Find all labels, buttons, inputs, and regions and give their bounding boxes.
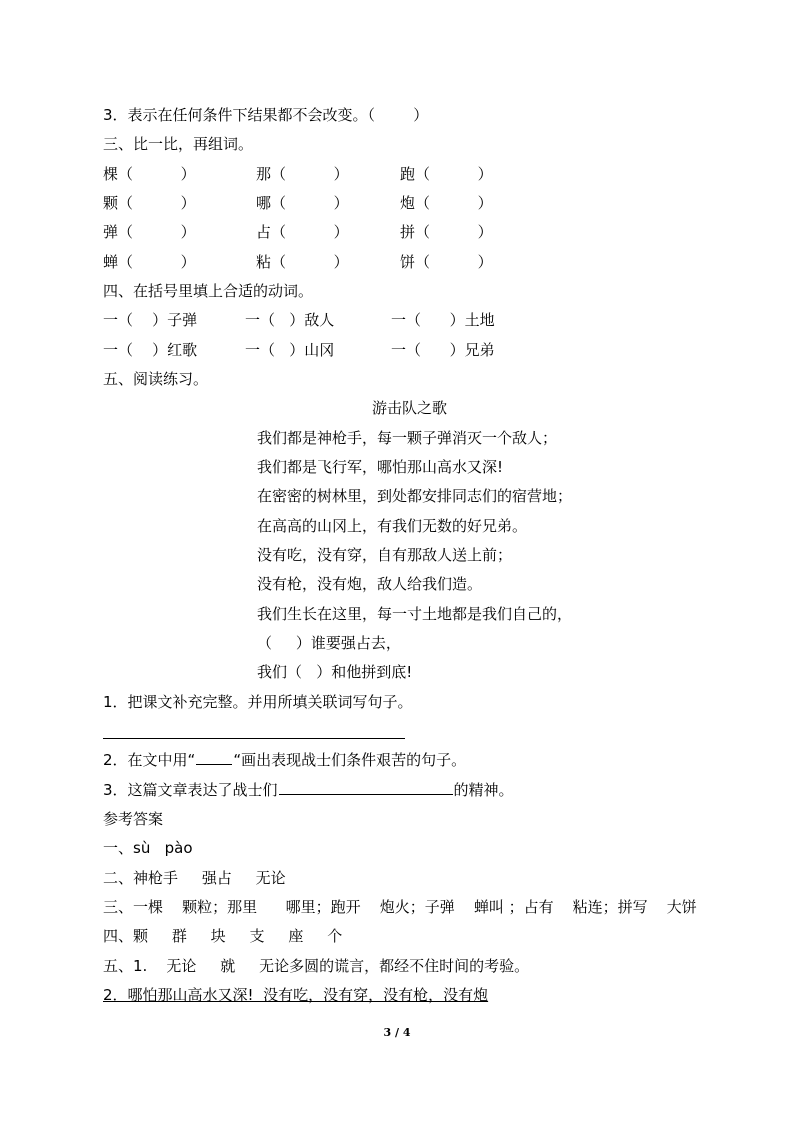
answer-6: 2．哪怕那山高水又深! 没有吃，没有穿，没有枪，没有炮 <box>103 986 489 1004</box>
compare-cell: 哪（ ） <box>256 194 349 212</box>
poem-line: 我们（ ）和他拼到底! <box>257 663 413 681</box>
answer-3: 三、一棵 颗粒；那里 哪里；跑开 炮火；子弹 蝉叫 ；占有 粘连；拼写 大饼 <box>103 898 697 916</box>
poem-line: （ ）谁要强占去， <box>257 634 401 652</box>
compare-cell: 饼（ ） <box>400 253 493 271</box>
compare-cell: 粘（ ） <box>256 253 349 271</box>
blank-line <box>279 780 453 795</box>
answers-title: 参考答案 <box>103 810 164 828</box>
compare-cell: 那（ ） <box>256 165 349 183</box>
compare-cell: 弹（ ） <box>103 223 196 241</box>
verb-cell: 一（ ）兄弟 <box>391 341 495 359</box>
reading-question-1: 1．把课文补充完整。并用所填关联词写句子。 <box>103 693 413 711</box>
compare-cell: 占（ ） <box>256 223 349 241</box>
compare-cell: 蝉（ ） <box>103 253 196 271</box>
section-4-title: 四、在括号里填上合适的动词。 <box>103 282 314 300</box>
compare-cell: 跑（ ） <box>400 165 493 183</box>
poem-line: 没有枪，没有炮，敌人给我们造。 <box>257 575 483 593</box>
compare-cell: 棵（ ） <box>103 165 196 183</box>
poem-line: 在密密的树林里，到处都安排同志们的宿营地； <box>257 487 573 505</box>
verb-cell: 一（ ）敌人 <box>245 311 335 329</box>
answer-2: 二、神枪手 强占 无论 <box>103 869 286 887</box>
poem-line: 我们都是飞行军，哪怕那山高水又深! <box>257 458 504 476</box>
question-3: 3．表示在任何条件下结果都不会改变。（ ） <box>103 106 429 124</box>
verb-cell: 一（ ）山冈 <box>245 341 335 359</box>
reading-question-3: 3．这篇文章表达了战士们 的精神。 <box>103 781 514 799</box>
poem-line: 在高高的山冈上，有我们无数的好兄弟。 <box>257 517 528 535</box>
compare-cell: 炮（ ） <box>400 194 493 212</box>
section-3-title: 三、比一比，再组词。 <box>103 135 254 153</box>
blank-line <box>196 750 232 765</box>
poem-line: 我们生长在这里，每一寸土地都是我们自己的， <box>257 605 573 623</box>
compare-cell: 颗（ ） <box>103 194 196 212</box>
answer-1: 一、sù pào <box>103 839 193 857</box>
answer-4: 四、颗 群 块 支 座 个 <box>103 927 343 945</box>
verb-cell: 一（ ）红歌 <box>103 341 198 359</box>
page-number: 3 / 4 <box>383 1026 411 1039</box>
poem-title: 游击队之歌 <box>372 399 448 417</box>
poem-line: 我们都是神枪手，每一颗子弹消灭一个敌人； <box>257 429 558 447</box>
answer-5: 五、1. 无论 就 无论多圆的谎言，都经不住时间的考验。 <box>103 957 530 975</box>
compare-cell: 拼（ ） <box>400 223 493 241</box>
section-5-title: 五、阅读练习。 <box>103 370 209 388</box>
verb-cell: 一（ ）子弹 <box>103 311 198 329</box>
poem-line: 没有吃，没有穿，自有那敌人送上前； <box>257 546 513 564</box>
answer-line <box>103 738 405 739</box>
reading-question-2: 2．在文中用“ “画出表现战士们条件艰苦的句子。 <box>103 751 467 769</box>
verb-cell: 一（ ）土地 <box>391 311 495 329</box>
